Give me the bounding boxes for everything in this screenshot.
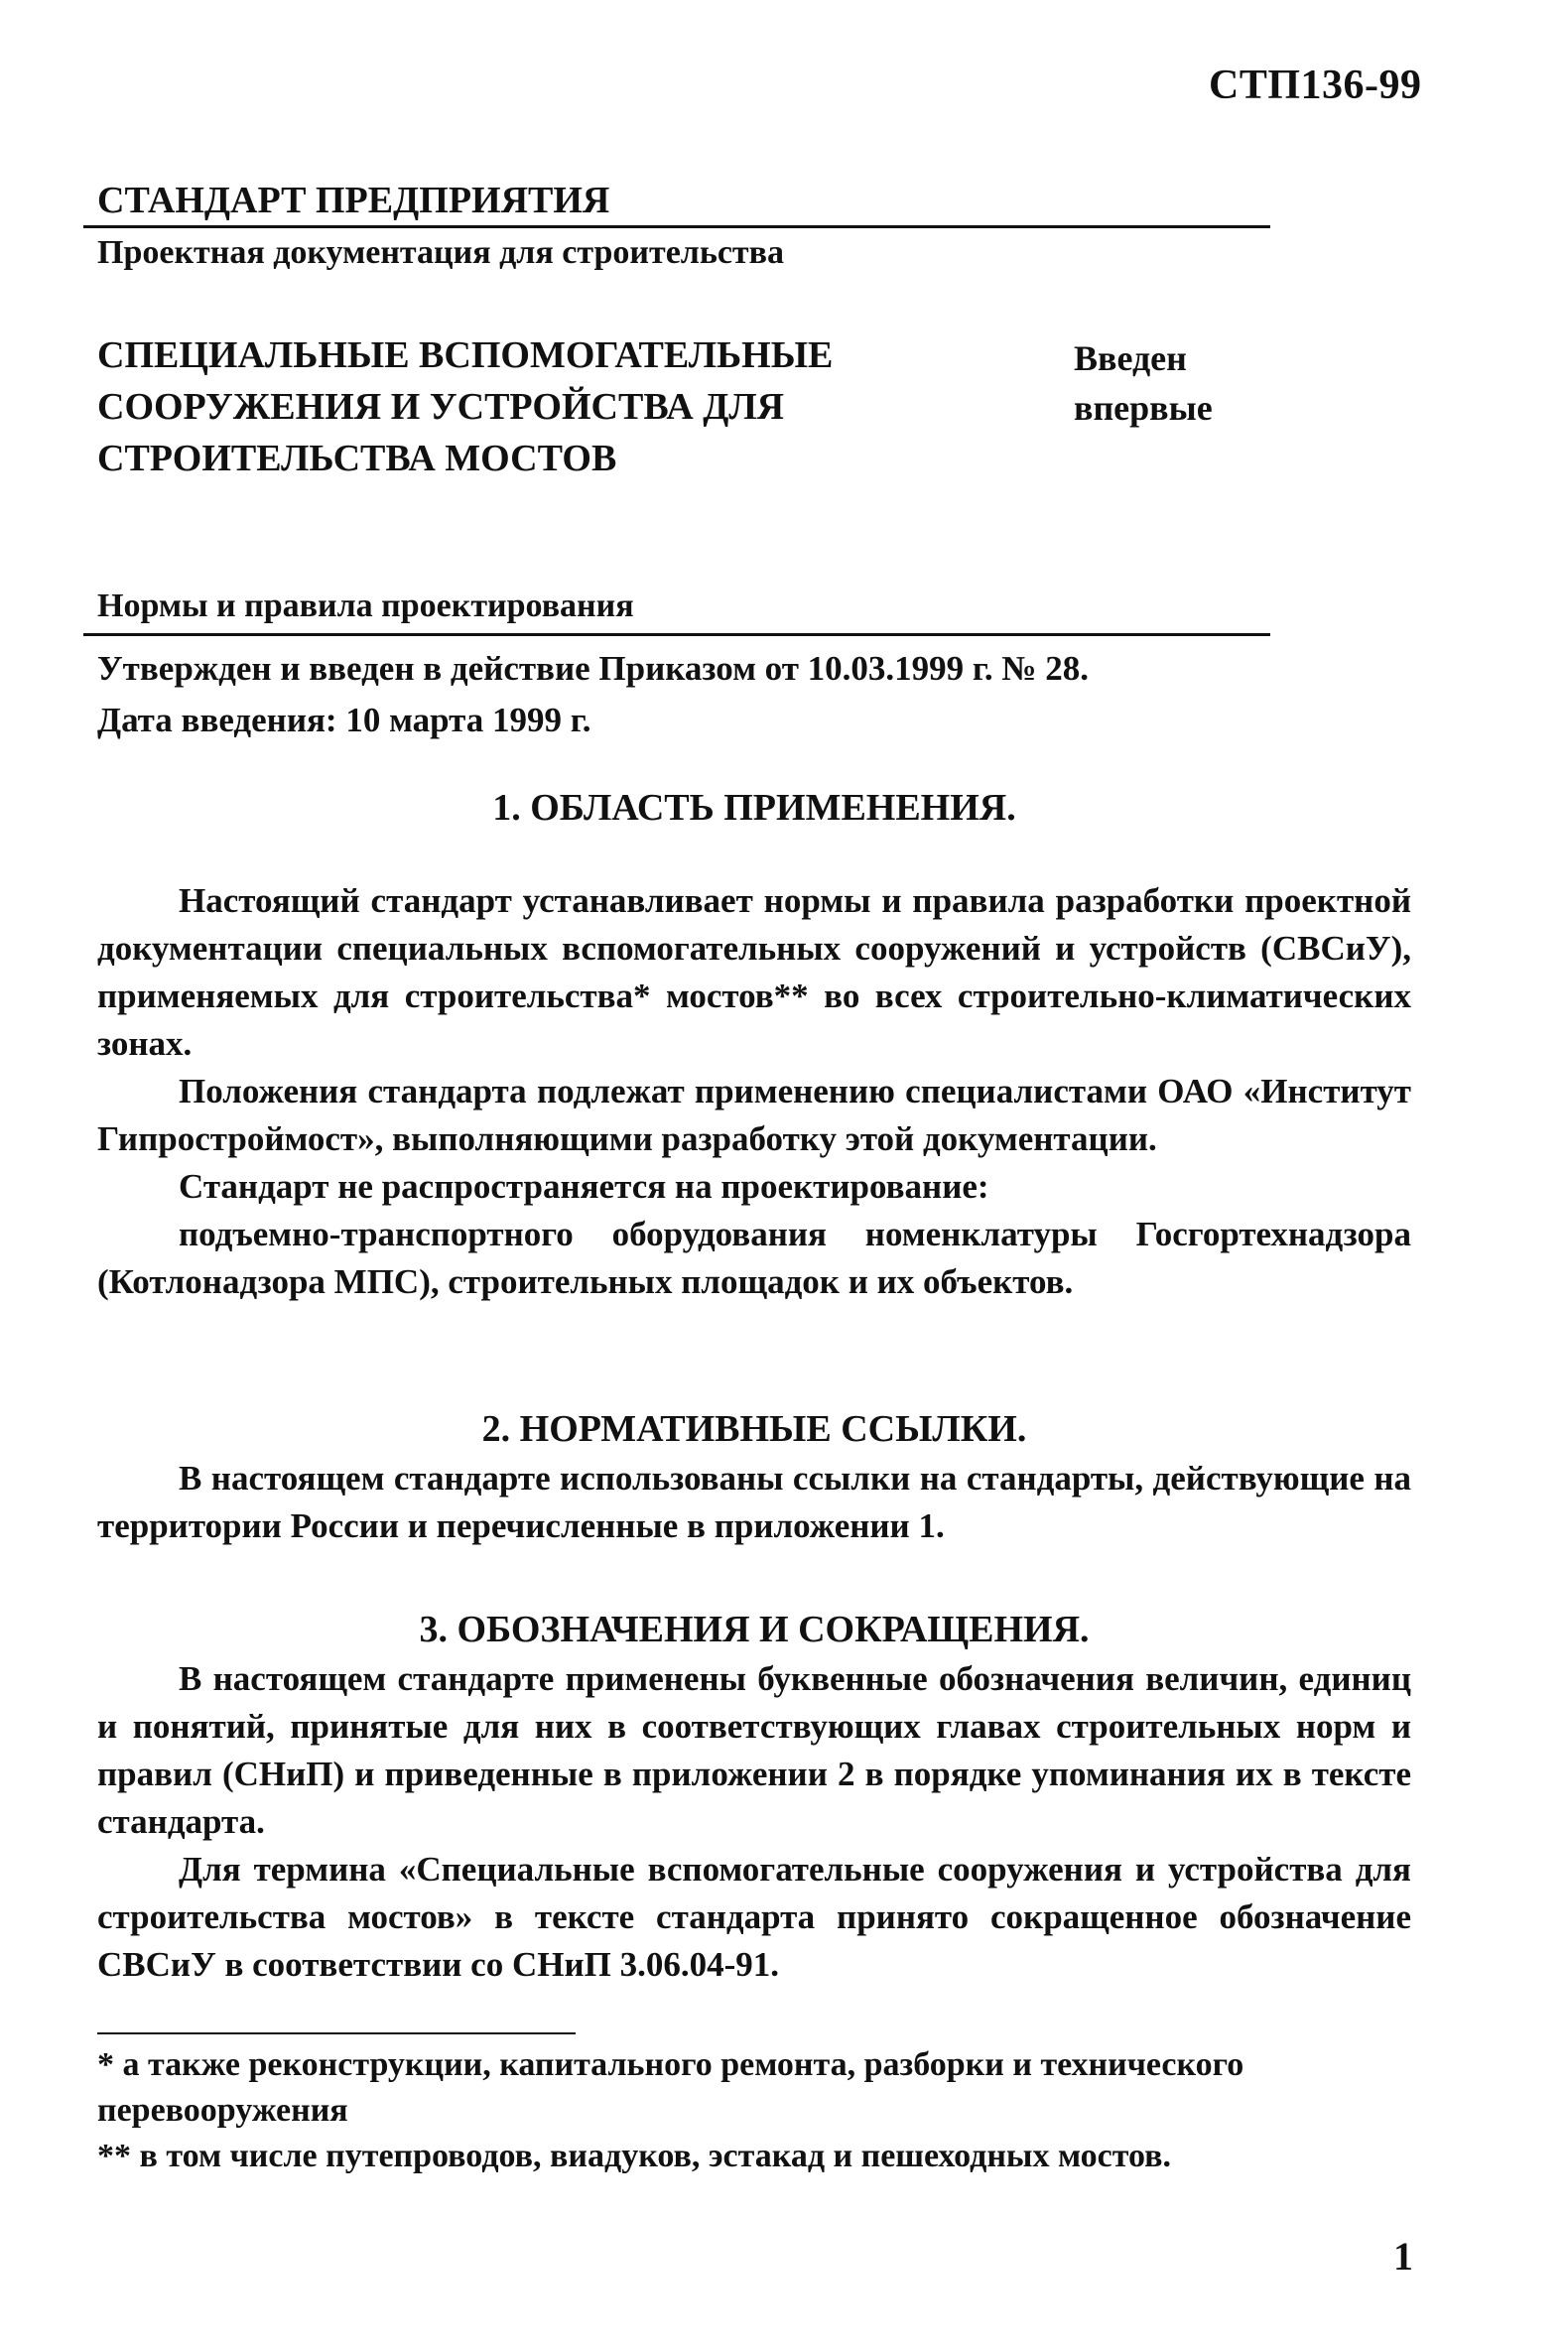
document-code: СТП136-99 [1209,63,1422,108]
page-number: 1 [1393,2234,1413,2279]
footnote: * а также реконструкции, капитального ремонта, разборки и технического перевооружения [97,2046,1244,2129]
section-body [97,1655,1411,1989]
document-category: Проектная документация для строительства [97,234,784,271]
section-heading: 2. НОРМАТИВНЫЕ ССЫЛКИ. [481,1408,1027,1450]
approval-line: Утвержден и введен в действие Приказом от 10.03.1999 г. № 28. [97,649,1090,688]
paragraph: Положения стандарта подлежат применению специалистами ОАО «Институт Гипростроймост», выполняющими разработку этой документации. [97,1072,1411,1158]
paragraph: В настоящем стандарте применены буквенные обозначения величин, единиц и понятий, принятые для них в соответствующих главах строительных норм и правил (СНиП) и приведенные в приложении 2 в порядке упоминания их в тексте стандарта. [97,1659,1411,1841]
paragraph: Настоящий стандарт устанавливает нормы и правила разработки проектной документации специальных вспомогательных сооружений и устройств (СВСиУ), применяемых для строительства* мостов** во всех строительно-климатических зонах. [97,881,1411,1063]
effective-date: Дата введения: 10 марта 1999 г. [97,701,591,739]
paragraph: Стандарт не распространяется на проектирование: [179,1167,989,1206]
section-heading: 1. ОБЛАСТЬ ПРИМЕНЕНИЯ. [492,787,1016,829]
header-divider [83,225,1270,228]
section-body [97,877,1411,1306]
section-heading: 3. ОБОЗНАЧЕНИЯ И СОКРАЩЕНИЯ. [419,1609,1090,1650]
introduction-note-line: впервые [1074,388,1213,428]
introduction-note-line: Введен [1074,338,1187,378]
section-body [97,1455,1411,1550]
paragraph: Для термина «Специальные вспомогательные сооружения и устройства для строительства мостов» в тексте стандарта принято сокращенное обозначение СВСиУ в соответствии со СНиП 3.06.04-91. [97,1850,1411,1984]
document-title-line: СООРУЖЕНИЯ И УСТРОЙСТВА ДЛЯ [97,386,785,428]
footnotes [97,2042,1411,2179]
paragraph: В настоящем стандарте использованы ссылки на стандарты, действующие на территории России и перечисленные в приложении 1. [97,1459,1411,1545]
standard-type: СТАНДАРТ ПРЕДПРИЯТИЯ [97,180,610,221]
footnote: ** в том числе путепроводов, виадуков, эстакад и пешеходных мостов. [97,2138,1172,2174]
introduction-note [1074,333,1213,433]
norms-divider [83,633,1270,636]
paragraph: подъемно-транспортного оборудования номенклатуры Госгортехнадзора (Котлонадзора МПС), строительных площадок и их объектов. [97,1215,1411,1301]
document-title-line: СТРОИТЕЛЬСТВА МОСТОВ [97,438,617,479]
footnote-divider [97,2032,576,2034]
norms-label: Нормы и правила проектирования [97,587,634,624]
document-title [97,329,990,484]
approval-block [97,643,1288,746]
document-title-line: СПЕЦИАЛЬНЫЕ ВСПОМОГАТЕЛЬНЫЕ [97,334,834,376]
